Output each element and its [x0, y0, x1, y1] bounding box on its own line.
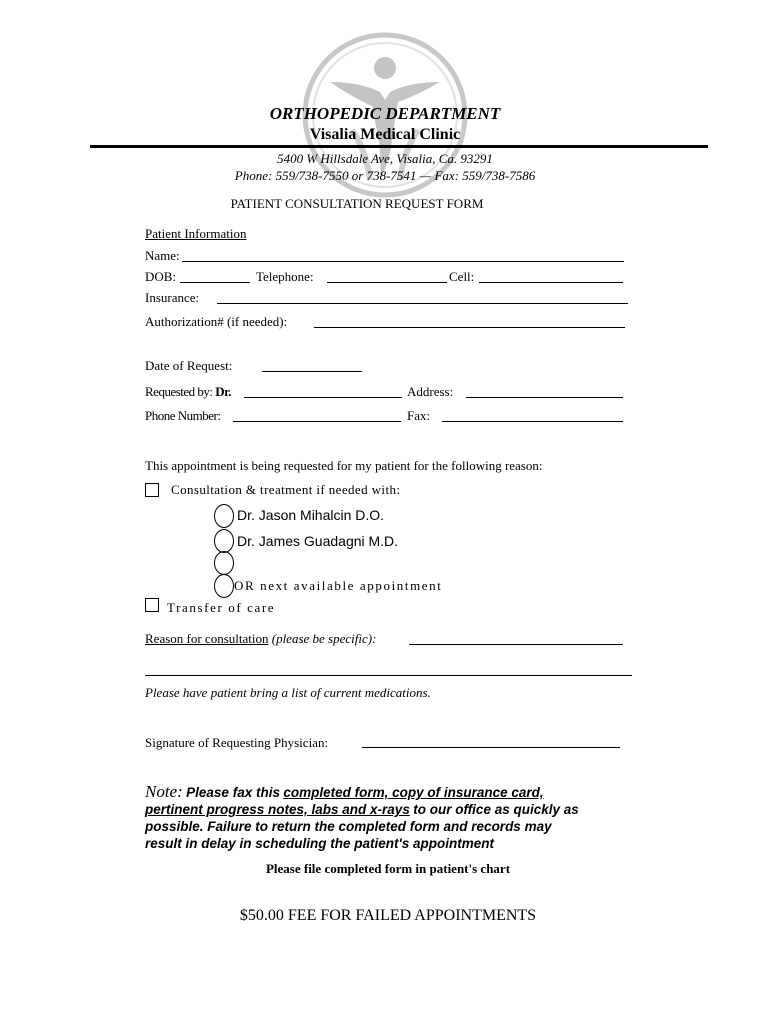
address-label: Address:	[407, 384, 454, 399]
doctor-1-label: Dr. Jason Mihalcin D.O.	[237, 507, 385, 523]
note-line-3: possible. Failure to return the completed form and records may	[145, 819, 552, 834]
department-title: ORTHOPEDIC DEPARTMENT	[269, 104, 501, 123]
consultation-checkbox[interactable]	[145, 483, 159, 497]
clinic-phone-fax: Phone: 559/738-7550 or 738-7541 — Fax: 559/738-7586	[234, 168, 536, 183]
dob-label: DOB:	[145, 269, 177, 284]
phone-number-label: Phone Number:	[145, 408, 221, 423]
file-note: Please file completed form in patient's chart	[265, 861, 511, 876]
patient-info-heading: Patient Information	[145, 226, 247, 241]
reason-hint: (please be specific):	[271, 631, 377, 646]
reason-field-1[interactable]	[409, 644, 623, 645]
note-block	[145, 783, 635, 852]
note-text-2: to our office as quickly as	[413, 802, 579, 817]
authorization-label: Authorization# (if needed):	[145, 314, 288, 329]
cell-label: Cell:	[449, 269, 475, 284]
telephone-field[interactable]	[327, 282, 447, 283]
requested-by-text: Requested by:	[145, 384, 213, 399]
signature-field[interactable]	[362, 747, 620, 748]
requested-by-field[interactable]	[244, 397, 402, 398]
dr-prefix: Dr.	[215, 384, 231, 399]
reason-field-2[interactable]	[145, 675, 632, 676]
next-available-label: OR next available appointment	[234, 578, 443, 593]
insurance-field[interactable]	[217, 303, 628, 304]
fax-label: Fax:	[407, 408, 431, 423]
transfer-checkbox[interactable]	[145, 598, 159, 612]
clinic-address: 5400 W Hillsdale Ave, Visalia, Ca. 93291	[277, 151, 493, 166]
note-line-1	[145, 783, 635, 801]
blank-radio[interactable]	[214, 551, 234, 575]
medications-note: Please have patient bring a list of current medications.	[145, 685, 431, 700]
name-field[interactable]	[182, 261, 624, 262]
fee-notice: $50.00 FEE FOR FAILED APPOINTMENTS	[239, 907, 537, 924]
clinic-name: Visalia Medical Clinic	[309, 126, 461, 143]
signature-label: Signature of Requesting Physician:	[145, 735, 329, 750]
phone-number-field[interactable]	[233, 421, 401, 422]
next-available-radio[interactable]	[214, 574, 234, 598]
address-field[interactable]	[466, 397, 623, 398]
reason-intro: This appointment is being requested for my patient for the following reason:	[145, 458, 543, 473]
date-of-request-field[interactable]	[262, 371, 362, 372]
note-underlined-2: pertinent progress notes, labs and x-rays	[145, 802, 410, 817]
reason-label: Reason for consultation	[145, 631, 269, 646]
form-title: PATIENT CONSULTATION REQUEST FORM	[230, 196, 484, 211]
note-line-4: result in delay in scheduling the patient's appointment	[145, 836, 495, 851]
transfer-option-label: Transfer of care	[167, 600, 276, 615]
note-line-2	[145, 801, 635, 818]
requested-by-label	[145, 384, 231, 400]
cell-field[interactable]	[479, 282, 623, 283]
reason-for-consultation	[145, 631, 376, 647]
fax-field[interactable]	[442, 421, 623, 422]
doctor-2-radio[interactable]	[214, 529, 234, 553]
doctor-1-radio[interactable]	[214, 504, 234, 528]
doctor-2-label: Dr. James Guadagni M.D.	[237, 533, 399, 549]
date-of-request-label: Date of Request:	[145, 358, 233, 373]
name-label: Name:	[145, 248, 180, 263]
insurance-label: Insurance:	[145, 290, 200, 305]
consultation-option-label: Consultation & treatment if needed with:	[171, 482, 401, 497]
authorization-field[interactable]	[314, 327, 625, 328]
note-prefix: Note:	[145, 782, 183, 801]
header-rule	[90, 145, 708, 148]
note-underlined-1: completed form, copy of insurance card,	[283, 785, 544, 800]
note-text-1: Please fax this	[186, 785, 280, 800]
dob-field[interactable]	[180, 282, 250, 283]
telephone-label: Telephone:	[256, 269, 314, 284]
